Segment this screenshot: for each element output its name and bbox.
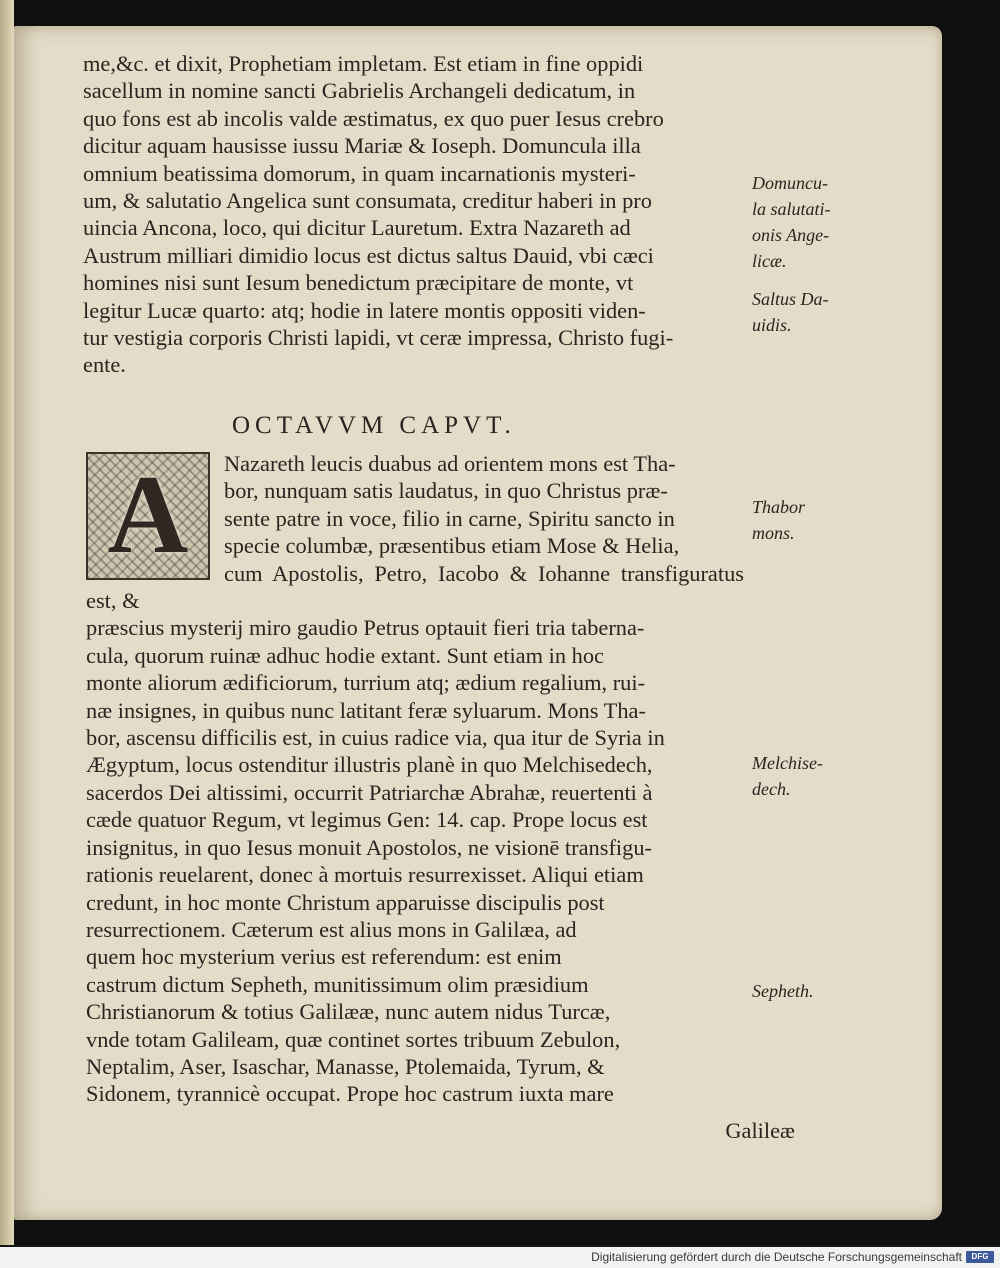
text-line: Ægyptum, locus ostenditur illustris planè in quo Melchisedech,	[86, 752, 653, 778]
margin-note-line: dech.	[752, 779, 791, 799]
chapter-heading: OCTAVVM CAPVT.	[232, 412, 516, 439]
text-line: rationis reuelarent, donec à mortuis resurrexisset. Aliqui etiam	[86, 862, 644, 888]
text-line: resurrectionem. Cæterum est alius mons in Galilæa, ad	[86, 916, 577, 942]
text-line: sente patre in voce, filio in carne, Spiritu sancto in	[224, 505, 675, 531]
text-line: credunt, in hoc monte Christum apparuisse discipulis post	[86, 889, 605, 915]
text-line: Nazareth leucis duabus ad orientem mons est Tha-	[224, 451, 676, 476]
text-line: Christianorum & totius Galilææ, nunc autem nidus Turcæ,	[86, 999, 611, 1025]
margin-note-line: uidis.	[752, 315, 792, 335]
book-spine-edge	[0, 0, 14, 1245]
text-line: Neptalim, Aser, Isaschar, Manasse, Ptolemaida, Tyrum, &	[86, 1053, 605, 1079]
text-line: insignitus, in quo Iesus monuit Apostolos, ne visionē transfigu-	[86, 834, 652, 860]
margin-note-melchisedech	[752, 750, 862, 802]
text-line: dicitur aquam hausisse iussu Mariæ & Ioseph. Domuncula illa	[83, 133, 641, 159]
chapter-text-block	[86, 450, 744, 1108]
decorated-initial	[86, 452, 210, 580]
margin-note-line: licæ.	[752, 251, 787, 271]
margin-note-line: mons.	[752, 523, 795, 543]
text-line: tur vestigia corporis Christi lapidi, vt ceræ impressa, Christo fugi-	[83, 325, 674, 351]
margin-note-line: Melchise-	[752, 753, 823, 773]
catchword: Galileæ	[725, 1118, 795, 1143]
margin-note-thabor	[752, 494, 862, 546]
text-line: vnde totam Galileam, quæ continet sortes tribuum Zebulon,	[86, 1026, 621, 1052]
text-line: quo fons est ab incolis valde æstimatus, ex quo puer Iesus crebro	[83, 105, 664, 131]
text-line: specie columbæ, præsentibus etiam Mose & Helia,	[224, 533, 680, 559]
initial-letter: A	[107, 453, 189, 577]
text-line: legitur Lucæ quarto: atq; hodie in latere montis oppositi viden-	[83, 297, 646, 323]
text-line: sacerdos Dei altissimi, occurrit Patriarchæ Abrahæ, reuertenti à	[86, 779, 653, 805]
funding-credit: Digitalisierung gefördert durch die Deutsche Forschungsgemeinschaft	[591, 1250, 962, 1264]
text-line: sacellum in nomine sancti Gabrielis Archangeli dedicatum, in	[83, 78, 636, 104]
text-line: præscius mysterij miro gaudio Petrus optauit fieri tria taberna-	[86, 615, 645, 641]
margin-note-line: la salutati-	[752, 199, 831, 219]
margin-note-sepheth	[752, 978, 862, 1004]
text-line: ente.	[83, 352, 126, 378]
text-line: Austrum milliari dimidio locus est dictus saltus Dauid, vbi cæci	[83, 242, 654, 268]
margin-note-saltus	[752, 286, 862, 338]
text-line: næ insignes, in quibus nunc latitant feræ syluarum. Mons Tha-	[86, 697, 646, 723]
margin-note-line: Domuncu-	[752, 173, 828, 193]
text-line: omnium beatissima domorum, in quam incarnationis mysteri-	[83, 160, 636, 186]
text-line: uincia Ancona, loco, qui dicitur Lauretum. Extra Nazareth ad	[83, 215, 631, 241]
text-line: um, & salutatio Angelica sunt consumata, creditur haberi in pro	[83, 188, 652, 214]
page-text-block	[83, 50, 743, 379]
digitization-footer	[0, 1247, 1000, 1268]
text-line: Sidonem, tyrannicè occupat. Prope hoc castrum iuxta mare	[86, 1081, 614, 1107]
text-line: bor, nunquam satis laudatus, in quo Christus præ-	[224, 478, 668, 504]
margin-note-line: onis Ange-	[752, 225, 830, 245]
text-line: homines nisi sunt Iesum benedictum præcipitare de monte, vt	[83, 270, 634, 296]
text-line: cum Apostolis, Petro, Iacobo & Iohanne transfiguratus est, &	[86, 560, 744, 614]
margin-note-line: Sepheth.	[752, 981, 814, 1001]
paragraph-continuation	[83, 50, 743, 379]
margin-note-line: Saltus Da-	[752, 289, 829, 309]
text-line: castrum dictum Sepheth, munitissimum olim præsidium	[86, 971, 589, 997]
margin-note-domuncula	[752, 170, 862, 274]
text-line: bor, ascensu difficilis est, in cuius radice via, qua itur de Syria in	[86, 725, 665, 751]
text-line: cula, quorum ruinæ adhuc hodie extant. Sunt etiam in hoc	[86, 642, 604, 668]
text-line: cæde quatuor Regum, vt legimus Gen: 14. cap. Prope locus est	[86, 807, 648, 833]
dfg-logo: DFG	[966, 1251, 994, 1263]
text-line: monte aliorum ædificiorum, turrium atq; ædium regalium, rui-	[86, 670, 646, 696]
margin-note-line: Thabor	[752, 497, 806, 517]
text-line: me,&c. et dixit, Prophetiam impletam. Est etiam in fine oppidi	[83, 51, 644, 76]
text-line: quem hoc mysterium verius est referendum: est enim	[86, 944, 562, 970]
